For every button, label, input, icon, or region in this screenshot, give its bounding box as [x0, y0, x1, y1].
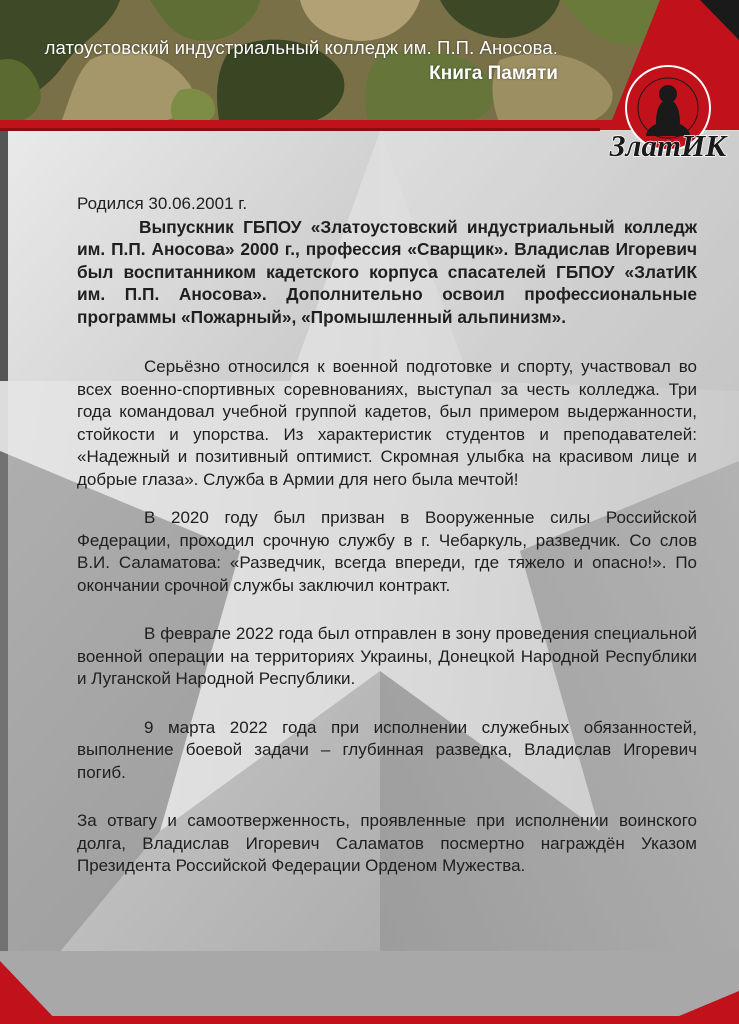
memory-book-title: Книга Памяти — [429, 63, 558, 84]
college-emblem-icon — [598, 64, 739, 164]
college-title: латоустовский индустриальный колледж им. П.П. Аносова. — [44, 37, 558, 58]
paragraph-death: 9 марта 2022 года при исполнении служебных обязанностей, выполнение боевой задачи – глубинная разведка, Владислав Игоревич погиб. — [77, 717, 697, 782]
birth-date: Родился 30.06.2001 г. — [77, 194, 248, 213]
zlatik-logo — [598, 64, 739, 164]
paragraph-service: В 2020 году был призван в Вооруженные силы Российской Федерации, проходил срочную службу в г. Чебаркуль, разведчик. Со слов В.И. Саламатова: «Разведчик, всегда впереди, где тяжело и опасно!». По окончании срочной службы заключил контракт. — [77, 508, 697, 595]
graduate-paragraph: Выпускник ГБПОУ «Златоустовский индустриальный колледж им. П.П. Аносова» 2000 г., профессия «Сварщик». Владислав Игоревич был воспитанником кадетского корпуса спасателей ГБПОУ «ЗлатИК им. П.П. Аносова». Дополнительно освоил профессиональные программы «Пожарный», «Промышленный альпинизм». — [77, 216, 697, 327]
paragraph-training: Серьёзно относился к военной подготовке и спорту, участвовал во всех военно-спортивных соревнованиях, выступал за честь колледжа. Три года командовал учебной группой кадетов, был примером выдержанности, стойкости и упорства. Из характеристик студентов и преподавателей: «Надежный и позитивный оптимист. Скромная улыбка на красивом лице и добрые глаза». Служба в Армии для него была мечтой! — [77, 357, 697, 489]
biography-text — [77, 193, 697, 878]
logo-wordmark: ЗлатИК — [609, 128, 727, 163]
bottom-red-band — [0, 1016, 739, 1024]
paragraph-award: За отвагу и самоотверженность, проявленные при исполнении воинского долга, Владислав Игоревич Саламатов посмертно награждён Указом Президента Российской Федерации Орденом Мужества. — [77, 811, 697, 875]
paragraph-operation: В феврале 2022 года был отправлен в зону проведения специальной военной операции на территориях Украины, Донецкой Народной Республики и Луганской Народной Республики. — [77, 624, 697, 688]
